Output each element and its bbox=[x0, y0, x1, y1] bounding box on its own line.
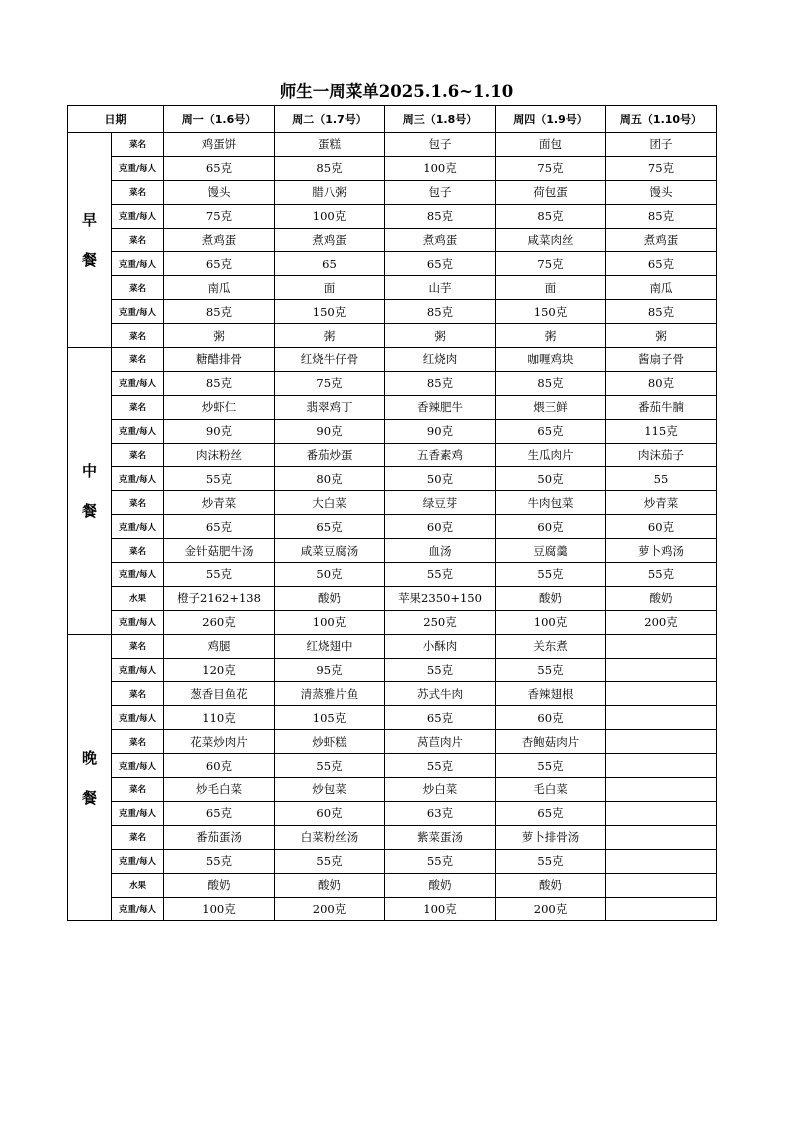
menu-row bbox=[68, 156, 717, 180]
meal-label-lunch bbox=[68, 348, 112, 635]
meal-label-char: 晚 bbox=[81, 748, 97, 767]
menu-cell: 110克 bbox=[164, 706, 275, 730]
menu-cell: 咸菜肉丝 bbox=[496, 228, 606, 252]
menu-row bbox=[68, 897, 717, 921]
menu-cell: 85克 bbox=[385, 371, 496, 395]
row-label: 克重/每人 bbox=[112, 754, 164, 778]
menu-cell: 95克 bbox=[275, 658, 385, 682]
row-label: 克重/每人 bbox=[112, 515, 164, 539]
menu-cell: 馒头 bbox=[164, 180, 275, 204]
row-label: 菜名 bbox=[112, 825, 164, 849]
menu-cell: 63克 bbox=[385, 801, 496, 825]
menu-cell: 咸菜豆腐汤 bbox=[275, 539, 385, 563]
menu-cell: 红烧翅中 bbox=[275, 634, 385, 658]
menu-cell: 红烧肉 bbox=[385, 348, 496, 372]
menu-cell bbox=[606, 849, 717, 873]
menu-cell: 蛋糕 bbox=[275, 133, 385, 157]
menu-cell: 55克 bbox=[385, 754, 496, 778]
menu-row bbox=[68, 228, 717, 252]
menu-row bbox=[68, 682, 717, 706]
menu-cell: 香辣翅根 bbox=[496, 682, 606, 706]
page-title: 师生一周菜单2025.1.6~1.10 bbox=[279, 82, 514, 101]
row-label: 菜名 bbox=[112, 348, 164, 372]
menu-cell: 花菜炒肉片 bbox=[164, 730, 275, 754]
row-label: 菜名 bbox=[112, 228, 164, 252]
menu-cell: 200克 bbox=[496, 897, 606, 921]
menu-cell: 85克 bbox=[385, 204, 496, 228]
menu-cell: 55克 bbox=[385, 849, 496, 873]
menu-cell: 煮鸡蛋 bbox=[385, 228, 496, 252]
menu-cell: 葱香目鱼花 bbox=[164, 682, 275, 706]
day-header-thu: 周四（1.9号） bbox=[496, 106, 606, 133]
menu-cell: 酸奶 bbox=[275, 586, 385, 610]
menu-cell: 面 bbox=[275, 276, 385, 300]
menu-cell: 100克 bbox=[164, 897, 275, 921]
row-label: 克重/每人 bbox=[112, 849, 164, 873]
menu-cell: 炒包菜 bbox=[275, 778, 385, 802]
menu-cell: 90克 bbox=[164, 419, 275, 443]
menu-row bbox=[68, 730, 717, 754]
menu-cell: 炒虾仁 bbox=[164, 395, 275, 419]
menu-cell: 煮鸡蛋 bbox=[606, 228, 717, 252]
menu-cell: 50克 bbox=[385, 467, 496, 491]
menu-cell: 酸奶 bbox=[385, 873, 496, 897]
menu-cell: 65克 bbox=[164, 801, 275, 825]
menu-cell: 65克 bbox=[275, 515, 385, 539]
menu-cell: 酸奶 bbox=[606, 586, 717, 610]
row-label: 菜名 bbox=[112, 539, 164, 563]
menu-table bbox=[67, 105, 717, 921]
menu-cell: 粥 bbox=[275, 324, 385, 348]
header-row bbox=[68, 106, 717, 133]
menu-cell: 260克 bbox=[164, 610, 275, 634]
menu-cell: 红烧牛仔骨 bbox=[275, 348, 385, 372]
meal-label-dinner bbox=[68, 634, 112, 921]
menu-cell: 粥 bbox=[606, 324, 717, 348]
menu-cell: 腊八粥 bbox=[275, 180, 385, 204]
menu-cell: 炒虾糕 bbox=[275, 730, 385, 754]
menu-row bbox=[68, 180, 717, 204]
menu-cell: 莴苣肉片 bbox=[385, 730, 496, 754]
menu-cell: 50克 bbox=[275, 563, 385, 587]
row-label: 菜名 bbox=[112, 634, 164, 658]
row-label: 克重/每人 bbox=[112, 610, 164, 634]
menu-cell: 150克 bbox=[496, 300, 606, 324]
menu-cell: 杏鲍菇肉片 bbox=[496, 730, 606, 754]
menu-cell: 关东煮 bbox=[496, 634, 606, 658]
menu-cell: 炒白菜 bbox=[385, 778, 496, 802]
menu-cell: 65克 bbox=[496, 419, 606, 443]
menu-cell bbox=[606, 801, 717, 825]
row-label: 菜名 bbox=[112, 682, 164, 706]
menu-cell: 大白菜 bbox=[275, 491, 385, 515]
menu-row bbox=[68, 276, 717, 300]
menu-row bbox=[68, 300, 717, 324]
day-header-mon: 周一（1.6号） bbox=[164, 106, 275, 133]
menu-cell: 55克 bbox=[606, 563, 717, 587]
menu-row bbox=[68, 133, 717, 157]
day-header-fri: 周五（1.10号） bbox=[606, 106, 717, 133]
menu-cell: 白菜粉丝汤 bbox=[275, 825, 385, 849]
menu-cell: 山芋 bbox=[385, 276, 496, 300]
menu-cell: 115克 bbox=[606, 419, 717, 443]
menu-cell: 100克 bbox=[275, 610, 385, 634]
menu-cell: 55克 bbox=[385, 563, 496, 587]
menu-cell: 55克 bbox=[275, 754, 385, 778]
meal-label-char: 中 bbox=[81, 461, 97, 480]
menu-cell: 55 bbox=[606, 467, 717, 491]
menu-cell: 55克 bbox=[496, 849, 606, 873]
day-header-wed: 周三（1.8号） bbox=[385, 106, 496, 133]
menu-cell bbox=[606, 730, 717, 754]
menu-cell bbox=[606, 682, 717, 706]
menu-cell: 65克 bbox=[164, 515, 275, 539]
menu-cell: 鸡腿 bbox=[164, 634, 275, 658]
menu-cell: 馒头 bbox=[606, 180, 717, 204]
row-label: 克重/每人 bbox=[112, 300, 164, 324]
menu-row bbox=[68, 706, 717, 730]
menu-row bbox=[68, 849, 717, 873]
menu-cell: 粥 bbox=[385, 324, 496, 348]
menu-cell: 75克 bbox=[496, 156, 606, 180]
menu-cell: 65 bbox=[275, 252, 385, 276]
row-label: 菜名 bbox=[112, 133, 164, 157]
menu-cell: 80克 bbox=[606, 371, 717, 395]
menu-cell: 煮鸡蛋 bbox=[275, 228, 385, 252]
row-label: 菜名 bbox=[112, 395, 164, 419]
menu-cell: 90克 bbox=[275, 419, 385, 443]
menu-cell: 番茄炒蛋 bbox=[275, 443, 385, 467]
row-label: 菜名 bbox=[112, 180, 164, 204]
row-label: 菜名 bbox=[112, 443, 164, 467]
menu-row bbox=[68, 586, 717, 610]
menu-row bbox=[68, 467, 717, 491]
menu-cell bbox=[606, 778, 717, 802]
menu-cell: 粥 bbox=[164, 324, 275, 348]
menu-cell: 85克 bbox=[606, 300, 717, 324]
menu-cell: 面包 bbox=[496, 133, 606, 157]
menu-row bbox=[68, 754, 717, 778]
menu-cell: 50克 bbox=[496, 467, 606, 491]
menu-cell: 60克 bbox=[606, 515, 717, 539]
menu-cell: 番茄蛋汤 bbox=[164, 825, 275, 849]
menu-cell: 250克 bbox=[385, 610, 496, 634]
menu-cell: 200克 bbox=[606, 610, 717, 634]
menu-cell: 酸奶 bbox=[496, 873, 606, 897]
menu-cell: 65克 bbox=[385, 706, 496, 730]
menu-cell: 75克 bbox=[164, 204, 275, 228]
menu-cell: 65克 bbox=[606, 252, 717, 276]
menu-cell: 60克 bbox=[496, 706, 606, 730]
menu-cell: 炒青菜 bbox=[164, 491, 275, 515]
menu-cell: 血汤 bbox=[385, 539, 496, 563]
menu-cell: 牛肉包菜 bbox=[496, 491, 606, 515]
menu-cell: 55克 bbox=[275, 849, 385, 873]
menu-cell: 85克 bbox=[275, 156, 385, 180]
menu-cell: 105克 bbox=[275, 706, 385, 730]
menu-cell: 番茄牛腩 bbox=[606, 395, 717, 419]
menu-cell: 100克 bbox=[385, 156, 496, 180]
menu-cell: 翡翠鸡丁 bbox=[275, 395, 385, 419]
menu-cell: 香辣肥牛 bbox=[385, 395, 496, 419]
menu-row bbox=[68, 634, 717, 658]
menu-cell: 鸡蛋饼 bbox=[164, 133, 275, 157]
menu-cell: 煮鸡蛋 bbox=[164, 228, 275, 252]
row-label: 克重/每人 bbox=[112, 371, 164, 395]
row-label: 菜名 bbox=[112, 276, 164, 300]
menu-cell: 85克 bbox=[385, 300, 496, 324]
menu-cell: 100克 bbox=[385, 897, 496, 921]
row-label: 克重/每人 bbox=[112, 658, 164, 682]
row-label: 克重/每人 bbox=[112, 419, 164, 443]
menu-cell bbox=[606, 897, 717, 921]
menu-row bbox=[68, 801, 717, 825]
menu-cell: 200克 bbox=[275, 897, 385, 921]
menu-cell: 苏式牛肉 bbox=[385, 682, 496, 706]
menu-cell: 炒毛白菜 bbox=[164, 778, 275, 802]
row-label: 克重/每人 bbox=[112, 467, 164, 491]
menu-cell bbox=[606, 873, 717, 897]
menu-cell bbox=[606, 634, 717, 658]
menu-cell bbox=[606, 706, 717, 730]
menu-cell: 萝卜鸡汤 bbox=[606, 539, 717, 563]
menu-cell bbox=[606, 658, 717, 682]
row-label: 菜名 bbox=[112, 730, 164, 754]
menu-row bbox=[68, 395, 717, 419]
menu-row bbox=[68, 371, 717, 395]
row-label: 菜名 bbox=[112, 491, 164, 515]
menu-cell: 100克 bbox=[496, 610, 606, 634]
menu-cell: 85克 bbox=[164, 371, 275, 395]
menu-cell: 炒青菜 bbox=[606, 491, 717, 515]
menu-row bbox=[68, 778, 717, 802]
meal-label-char: 餐 bbox=[81, 788, 97, 807]
menu-cell: 金针菇肥牛汤 bbox=[164, 539, 275, 563]
menu-cell: 紫菜蛋汤 bbox=[385, 825, 496, 849]
menu-row bbox=[68, 348, 717, 372]
menu-cell: 75克 bbox=[496, 252, 606, 276]
menu-cell: 豆腐羹 bbox=[496, 539, 606, 563]
menu-cell: 清蒸雅片鱼 bbox=[275, 682, 385, 706]
menu-cell: 55克 bbox=[385, 658, 496, 682]
menu-cell: 包子 bbox=[385, 133, 496, 157]
menu-cell: 90克 bbox=[385, 419, 496, 443]
menu-row bbox=[68, 515, 717, 539]
menu-cell: 橙子2162+138 bbox=[164, 586, 275, 610]
menu-cell: 粥 bbox=[496, 324, 606, 348]
menu-cell: 苹果2350+150 bbox=[385, 586, 496, 610]
row-label: 克重/每人 bbox=[112, 252, 164, 276]
menu-cell: 65克 bbox=[385, 252, 496, 276]
menu-cell: 包子 bbox=[385, 180, 496, 204]
meal-label-char: 餐 bbox=[81, 251, 97, 269]
menu-cell: 85克 bbox=[496, 204, 606, 228]
meal-label-breakfast bbox=[68, 133, 112, 348]
menu-cell: 团子 bbox=[606, 133, 717, 157]
menu-cell: 绿豆芽 bbox=[385, 491, 496, 515]
menu-cell: 55克 bbox=[496, 754, 606, 778]
menu-cell bbox=[606, 754, 717, 778]
menu-cell: 65克 bbox=[164, 252, 275, 276]
row-label: 克重/每人 bbox=[112, 563, 164, 587]
menu-row bbox=[68, 873, 717, 897]
row-label: 水果 bbox=[112, 873, 164, 897]
menu-cell: 南瓜 bbox=[164, 276, 275, 300]
menu-row bbox=[68, 658, 717, 682]
row-label: 克重/每人 bbox=[112, 706, 164, 730]
row-label: 菜名 bbox=[112, 324, 164, 348]
menu-cell: 60克 bbox=[275, 801, 385, 825]
row-label: 克重/每人 bbox=[112, 204, 164, 228]
menu-row bbox=[68, 443, 717, 467]
row-label: 克重/每人 bbox=[112, 897, 164, 921]
menu-row bbox=[68, 204, 717, 228]
menu-cell: 萝卜排骨汤 bbox=[496, 825, 606, 849]
menu-cell: 酸奶 bbox=[164, 873, 275, 897]
menu-row bbox=[68, 419, 717, 443]
menu-cell: 65克 bbox=[164, 156, 275, 180]
menu-cell bbox=[606, 825, 717, 849]
menu-cell: 120克 bbox=[164, 658, 275, 682]
meal-label-char: 餐 bbox=[81, 501, 97, 520]
menu-cell: 60克 bbox=[385, 515, 496, 539]
row-label: 克重/每人 bbox=[112, 156, 164, 180]
menu-row bbox=[68, 563, 717, 587]
menu-cell: 85克 bbox=[164, 300, 275, 324]
menu-cell: 荷包蛋 bbox=[496, 180, 606, 204]
menu-cell: 80克 bbox=[275, 467, 385, 491]
menu-cell: 55克 bbox=[164, 849, 275, 873]
row-label: 克重/每人 bbox=[112, 801, 164, 825]
menu-cell: 酸奶 bbox=[496, 586, 606, 610]
menu-cell: 肉沫茄子 bbox=[606, 443, 717, 467]
menu-row bbox=[68, 491, 717, 515]
menu-cell: 面 bbox=[496, 276, 606, 300]
menu-cell: 65克 bbox=[496, 801, 606, 825]
menu-cell: 毛白菜 bbox=[496, 778, 606, 802]
menu-cell: 肉沫粉丝 bbox=[164, 443, 275, 467]
menu-cell: 85克 bbox=[496, 371, 606, 395]
menu-cell: 55克 bbox=[164, 563, 275, 587]
menu-cell: 75克 bbox=[275, 371, 385, 395]
menu-row bbox=[68, 324, 717, 348]
menu-cell: 酸奶 bbox=[275, 873, 385, 897]
date-header: 日期 bbox=[68, 106, 164, 133]
menu-cell: 55克 bbox=[164, 467, 275, 491]
menu-cell: 100克 bbox=[275, 204, 385, 228]
menu-cell: 咖喱鸡块 bbox=[496, 348, 606, 372]
menu-cell: 煨三鲜 bbox=[496, 395, 606, 419]
menu-cell: 55克 bbox=[496, 563, 606, 587]
menu-cell: 75克 bbox=[606, 156, 717, 180]
menu-cell: 85克 bbox=[606, 204, 717, 228]
menu-cell: 南瓜 bbox=[606, 276, 717, 300]
meal-label-char: 早 bbox=[81, 211, 97, 229]
menu-cell: 糖醋排骨 bbox=[164, 348, 275, 372]
menu-row bbox=[68, 539, 717, 563]
row-label: 水果 bbox=[112, 586, 164, 610]
menu-cell: 酱扇子骨 bbox=[606, 348, 717, 372]
menu-row bbox=[68, 610, 717, 634]
row-label: 菜名 bbox=[112, 778, 164, 802]
menu-cell: 五香素鸡 bbox=[385, 443, 496, 467]
menu-cell: 生瓜肉片 bbox=[496, 443, 606, 467]
menu-cell: 60克 bbox=[164, 754, 275, 778]
day-header-tue: 周二（1.7号） bbox=[275, 106, 385, 133]
menu-cell: 60克 bbox=[496, 515, 606, 539]
menu-cell: 150克 bbox=[275, 300, 385, 324]
menu-row bbox=[68, 825, 717, 849]
menu-body bbox=[68, 133, 717, 921]
menu-cell: 小酥肉 bbox=[385, 634, 496, 658]
menu-row bbox=[68, 252, 717, 276]
menu-cell: 55克 bbox=[496, 658, 606, 682]
